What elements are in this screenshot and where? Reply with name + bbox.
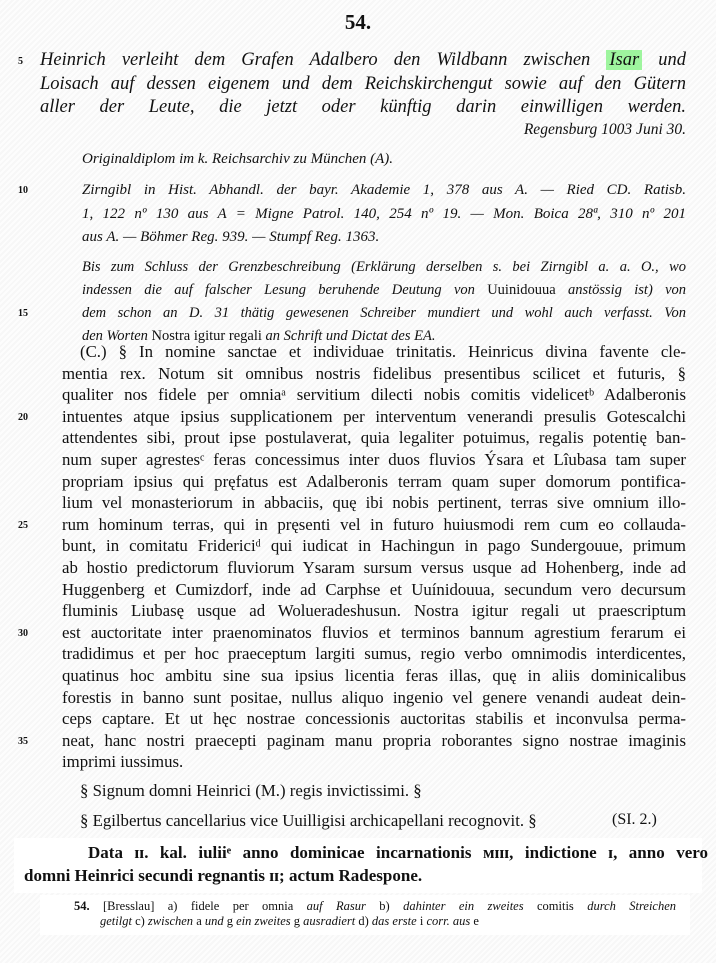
remark-line [82, 279, 686, 301]
summary-line [40, 95, 686, 119]
highlighted-word: Isar [606, 50, 642, 70]
diploma-text-line: propriam ipsius qui pręfatus est Adalberonis terram quam super domorum pontifica- [62, 471, 686, 491]
diploma-text-line: num super agrestesᶜ feras concessimus inter duos fluvios Ýsara et Lîubasa tam super [62, 450, 686, 469]
line-number: 30 [18, 627, 28, 639]
text-segment: dem schon an D. 31 thätig gewesenen Schreiber mundiert und wohl auch verfasst. Von [82, 305, 686, 321]
diploma-text-line: (C.) § In nomine sanctae et individuae trinitatis. Heinricus divina favente cle- [80, 342, 686, 361]
diploma-text-line: imprimi iussimus. [62, 752, 184, 772]
summary-line [40, 72, 686, 96]
text-segment: das erste [371, 914, 417, 928]
place-date: Regensburg 1003 Juni 30. [523, 121, 686, 138]
summary-line [40, 48, 686, 72]
text-segment: und [204, 914, 224, 928]
text-segment: Zirngibl in Hist. Abhandl. der bayr. Akademie 1, 378 aus A. — Ried CD. Ratisb. [82, 182, 686, 198]
text-segment: a [193, 914, 205, 928]
text-segment: dahinter ein zweites [403, 899, 524, 913]
signum-line: § Signum domni Heinrici (M.) regis invictissimi. § [80, 781, 422, 800]
text-segment: auf Rasur [306, 899, 366, 913]
text-segment: an Schrift und Dictat des EA. [261, 328, 436, 344]
text-segment: d) [355, 914, 372, 928]
text-segment: indessen die auf falscher Lesung beruhende Deutung von [82, 282, 488, 298]
diploma-text-line: quatinus hoc ambitu sine sua ipsius licentia feras illas, quę in aliis dominicalibus [62, 666, 686, 685]
text-segment: aller der Leute, die jetzt oder künftig darin einwilligen werden. [40, 97, 686, 117]
remark-line [82, 302, 686, 324]
text-segment: i [416, 914, 427, 928]
edition-line [82, 226, 686, 248]
remark-line [82, 256, 686, 278]
text-segment: c) [131, 914, 148, 928]
diploma-text-line: bunt, in comitatu Fridericiᵈ qui iudicat in Hachingun in pago Sundergouue, primum [62, 536, 686, 556]
text-segment: 1, 122 nº 130 aus A = Migne Patrol. 140, 254 nº 19. — Mon. Boica 28ª, 310 nº 201 [82, 205, 686, 222]
text-segment: corr. aus [426, 914, 471, 928]
text-segment: aus A. — Böhmer Reg. 939. — Stumpf Reg. 1363. [82, 229, 380, 245]
line-number: 5 [18, 56, 23, 67]
diploma-text-line: forestis in banno sunt positae, nullus aliquo ingenio vel genere venandi audeat dein- [62, 687, 686, 707]
footnote-line [100, 914, 479, 929]
diploma-text-line: tradidimus et per hoc praeceptum largiti sumus, regio verbo omnimodis interdicentes, [62, 644, 686, 664]
diploma-text-line: rum hominum terras, qui in pręsenti vel in futuro huiusmodi rem cum eo collauda- [62, 514, 686, 534]
diploma-text-line: qualiter nos fidele per omniaᵃ servitium dilecti nobis comitis videlicetᵇ Adalberonis [62, 385, 686, 405]
text-segment: 54. [74, 899, 90, 913]
line-number: 10 [18, 185, 28, 196]
source-note: Originaldiplom im k. Reichsarchiv zu München (A). [82, 151, 394, 167]
text-segment: Loisach auf dessen eigenem und dem Reichskirchengut sowie auf den Gütern [40, 73, 686, 94]
dating-line: Data ɪɪ. kal. iuliiᵉ anno dominicae incarnationis ᴍɪɪɪ, indictione ɪ, anno vero [88, 843, 708, 862]
text-segment: Bis zum Schluss der Grenzbeschreibung (Erklärung derselben s. bei Zirngibl a. a. O., wo [82, 259, 686, 275]
text-segment: Uuinidouua [487, 282, 556, 298]
edition-line [82, 179, 686, 201]
text-segment: g [290, 914, 304, 928]
diploma-text-line: lium vel monasteriorum in abbaciis, quę ibi nobis pertinent, terras sive omnium illo- [62, 493, 686, 513]
text-segment: und [642, 50, 686, 70]
line-number: 35 [18, 735, 28, 747]
line-number: 25 [18, 519, 28, 531]
diploma-text-line: intuentes atque ipsius supplicationem per interventum venerandi presulis Gotescalchi [62, 406, 686, 426]
diploma-text-line: fluminis Liubasę usque ad Wolueradeshusun. Nostra igitur regali ut praescriptum [62, 601, 686, 621]
line-number: 15 [18, 308, 28, 319]
text-segment: b) [365, 899, 404, 913]
text-segment: e [470, 914, 479, 928]
footnote-line [74, 899, 676, 914]
dating-line: domni Heinrici secundi regnantis ɪɪ; actum Radespone. [24, 866, 423, 885]
diploma-text-line: neat, hanc nostri praecepti paginam manu propria roborantes signo nostrae imaginis [62, 730, 686, 750]
text-segment: g [223, 914, 237, 928]
text-segment: Heinrich verleiht dem Grafen Adalbero den Wildbann zwischen [40, 50, 607, 70]
text-segment: Nostra igitur regali [151, 328, 262, 344]
line-number: 20 [18, 411, 28, 423]
document-number: 54. [344, 10, 372, 34]
text-segment: durch Streichen [587, 899, 677, 913]
diploma-text-line: est auctoritate inter praenominatos fluvios et terminos bannum agrestium ferarum ei [62, 622, 686, 642]
diploma-text-line: ceps captare. Et ut hęc nostrae concessionis auctoritas stabilis et inconvulsa perma- [62, 709, 686, 729]
diploma-text-line: Huggenberg et Cumizdorf, inde ad Carphse et Uuínidouua, secundum vero decursum [62, 579, 686, 599]
diploma-text-line: ab hostio predictorum fluviorum Ysaram sursum versus usque ad Hohenberg, inde ad [62, 558, 686, 577]
text-segment: zwischen [147, 914, 194, 928]
text-segment: getilgt [100, 914, 132, 928]
text-segment: [Bresslau] a) fidele per omnia [89, 899, 307, 913]
text-segment: ausradiert [303, 914, 356, 928]
seal-note: (SI. 2.) [612, 811, 657, 828]
text-segment: comitis [523, 899, 588, 913]
text-segment: ein zweites [236, 914, 291, 928]
diploma-text-line: mentia rex. Notum sit omnibus nostris fidelibus presentibus scilicet et futuris, § [62, 363, 686, 383]
diploma-text-line: attendentes sibi, prout ipse postulaverat, quia legaliter potuimus, regalis potentię ban- [62, 428, 686, 448]
recognition-line: § Egilbertus cancellarius vice Uuilligisi archicapellani recognovit. § [80, 811, 537, 830]
text-segment: anstössig ist) von [555, 282, 686, 298]
text-segment: den Worten [82, 328, 152, 344]
edition-line [82, 203, 686, 225]
